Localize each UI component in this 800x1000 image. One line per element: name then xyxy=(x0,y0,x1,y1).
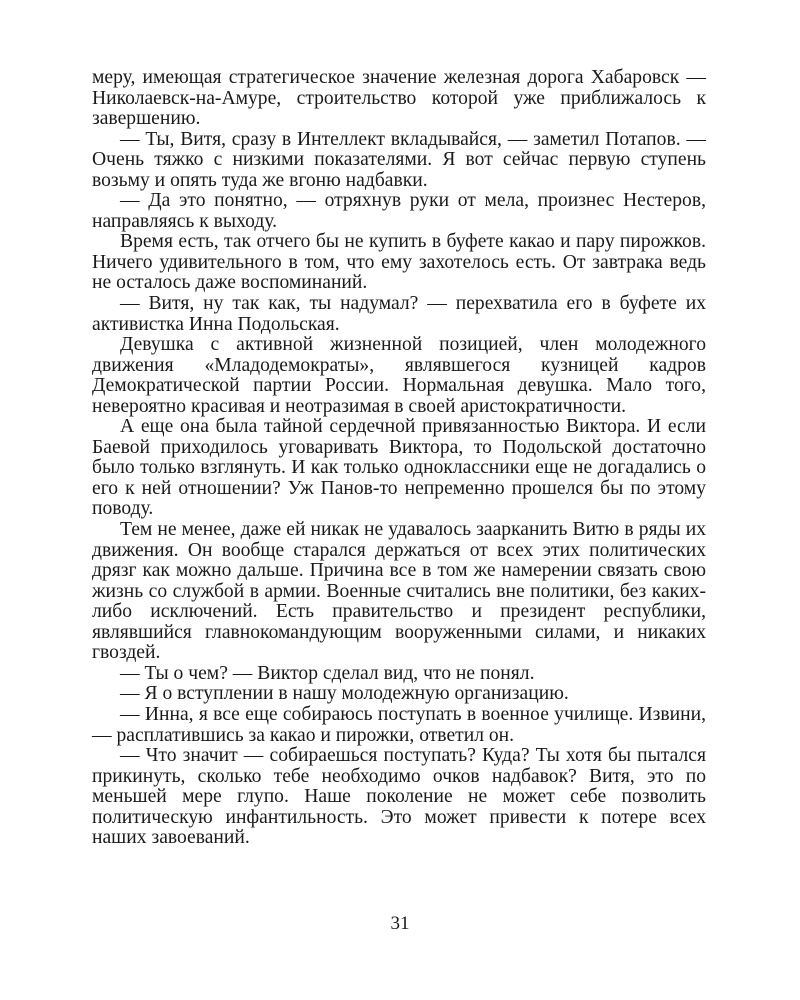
paragraph-4: Время есть, так отчего бы не купить в буфете какао и пару пирожков. Ничего удивительного в том, что ему захотелось есть. От завтрака ведь не осталось даже воспоминаний. xyxy=(92,231,706,294)
paragraph-10: — Я о вступлении в нашу молодежную организацию. xyxy=(120,683,569,705)
paragraph-6: Девушка с активной жизненной позицией, член молодежного движения «Младодемократы», являвшегося кузницей кадров Демократической партии России. Нормальная девушка. Мало того, невероятно красивая и неотразимая в своей аристократичности. xyxy=(92,334,706,417)
paragraph-5: — Витя, ну так как, ты надумал? — перехватила его в буфете их активистка Инна Подольская. xyxy=(92,293,706,335)
paragraph-7: А еще она была тайной сердечной привязанностью Виктора. И если Баевой приходилось уговаривать Виктора, то Подольской достаточно было только взглянуть. И как только одноклассники еще не догадались о его к ней отношении? Уж Панов-то непременно прошелся бы по этому поводу. xyxy=(92,416,706,520)
body-text xyxy=(92,68,706,849)
paragraph-11: — Инна, я все еще собираюсь поступать в военное училище. Извини, — расплатившись за какао и пирожки, ответил он. xyxy=(92,703,706,746)
paragraph-12: — Что значит — собираешься поступать? Куда? Ты хотя бы пытался прикинуть, сколько тебе необходимо очков надбавок? Витя, это по меньшей мере глупо. Наше поколение не может себе позволить политическую инфантильность. Это может привести к потере всех наших завоеваний. xyxy=(92,745,706,849)
paragraph-9: — Ты о чем? — Виктор сделал вид, что не понял. xyxy=(120,662,535,684)
page-number: 31 xyxy=(390,913,410,934)
paragraph-1: меру, имеющая стратегическое значение железная дорога Хабаровск — Николаевск-на-Амуре, строительство которой уже приближалось к завершению. xyxy=(92,67,706,130)
paragraph-3: — Да это понятно, — отряхнув руки от мела, произнес Нестеров, направляясь к выходу. xyxy=(92,190,706,232)
paragraph-2: — Ты, Витя, сразу в Интеллект вкладывайся, — заметил Потапов. — Очень тяжко с низкими показателями. Я вот сейчас первую ступень возьму и опять туда же вгоню надбавки. xyxy=(92,128,706,191)
paragraph-8: Тем не менее, даже ей никак не удавалось заарканить Витю в ряды их движения. Он вообще старался держаться от всех этих политических дрязг как можно дальше. Причина все в том же намерении связать свою жизнь со службой в армии. Военные считались вне политики, без каких-либо исключений. Есть правительство и президент республики, являвшийся главнокомандующим вооруженными силами, и никаких гвоздей. xyxy=(92,519,706,664)
